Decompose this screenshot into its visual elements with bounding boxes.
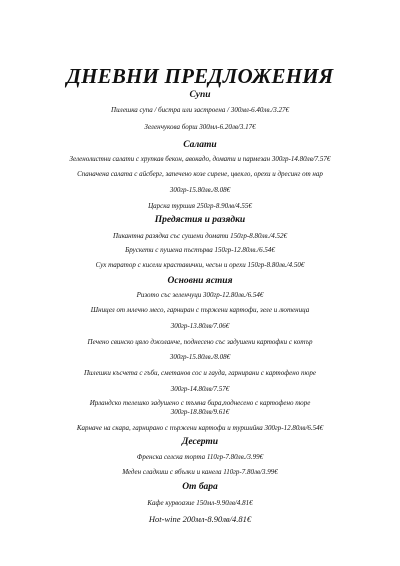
menu-item: Пикантна разядка със сушени домати 150гр-8.80лв./4.52€ [113, 232, 287, 240]
menu-item: Кафе курвоазие 150мл-9.90лв/4.81€ [147, 499, 253, 507]
menu-item: 300гр-14.80лв/7.57€ [170, 385, 230, 393]
page-title: ДНЕВНИ ПРЕДЛОЖЕНИЯ [66, 64, 334, 88]
menu-item: Пилешки късчета с гъби, сметанов сос и гауда, гарнирани с картофено пюре [83, 369, 317, 377]
menu-item: Царска туршия 250гр-8.90лв/4.55€ [148, 202, 252, 210]
section-heading-bar: От бара [182, 482, 218, 492]
menu-item: Карначе на скара, гарнирано с пържени картофи и туршийка 300гр-12.80лв/6.54€ [76, 424, 324, 432]
menu-item: Шницел от млечно месо, гарниран с пържени картофи, зеле и лютеница [90, 306, 310, 314]
section-heading-salads: Салати [183, 140, 217, 150]
menu-item: Зеленолистни салати с хрупкав бекон, авокадо, домати и пармезан 300гр-14.80лв/7.57€ [69, 155, 331, 163]
menu-item: Печено свинско цяло джоланче, поднесено със задушени картофки с котър [87, 338, 313, 346]
menu-item: Меден сладкиш с ябълки и канела 110гр-7.80лв/3.99€ [122, 468, 278, 476]
menu-item: Брускети с пушена пъстърва 150гр-12.80лв./6.54€ [125, 246, 275, 254]
menu-item: 300гр-15.80лв./8.08€ [169, 353, 231, 361]
menu-item: Зеленчукова борш 300мл-6.20лв/3.17€ [144, 123, 256, 131]
section-heading-starters: Предястия и разядки [154, 215, 246, 225]
menu-item: Пилешка супа / бистра или застроена / 300мл-6.40лв./3.27€ [111, 106, 289, 114]
menu-item: 300гр-18.80лв/9.61€ [170, 408, 230, 416]
menu-item: 300гр-13.80лв/7.06€ [170, 322, 230, 330]
menu-item: Сух таратор с кисели краставички, чесън и орехи 150гр-8.80лв./4.50€ [95, 261, 305, 269]
menu-item: Френска селска торта 110гр-7.80лв./3.99€ [136, 453, 264, 461]
menu-item: 300гр-15.80лв./8.08€ [169, 186, 231, 194]
menu-item: Hot-wine 200мл-8.90лв/4.81€ [148, 514, 252, 524]
menu-item: Ризото със зеленчуци 300гр-12.80лв./6.54€ [136, 291, 264, 299]
menu-item: Спаначена салата с айсберг, запечено козе сирене, цвекло, орехи и дресинг от нар [77, 170, 323, 178]
section-heading-desserts: Десерти [181, 437, 219, 447]
section-heading-soups: Супи [189, 90, 211, 100]
menu-item: Ирландско телешко задушено с тъмна бира,поднесено с картофено пюре [89, 399, 311, 407]
section-heading-mains: Основни ястия [167, 276, 233, 286]
